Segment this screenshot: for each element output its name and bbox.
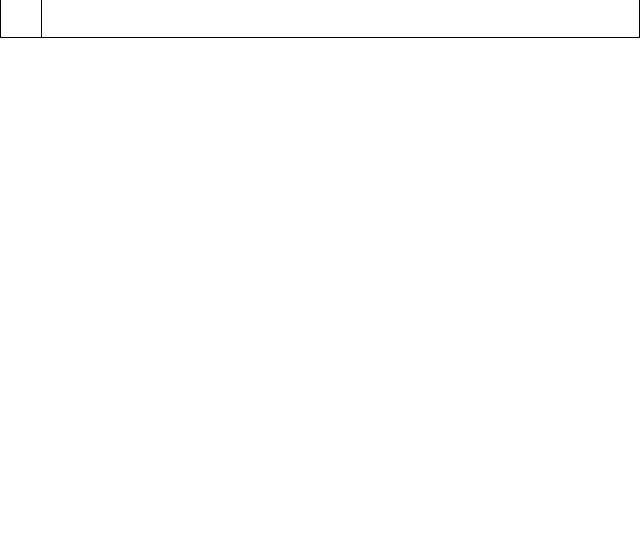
section-title [41, 0, 640, 37]
section-header-row [0, 0, 640, 38]
section-index-cell [0, 0, 41, 37]
